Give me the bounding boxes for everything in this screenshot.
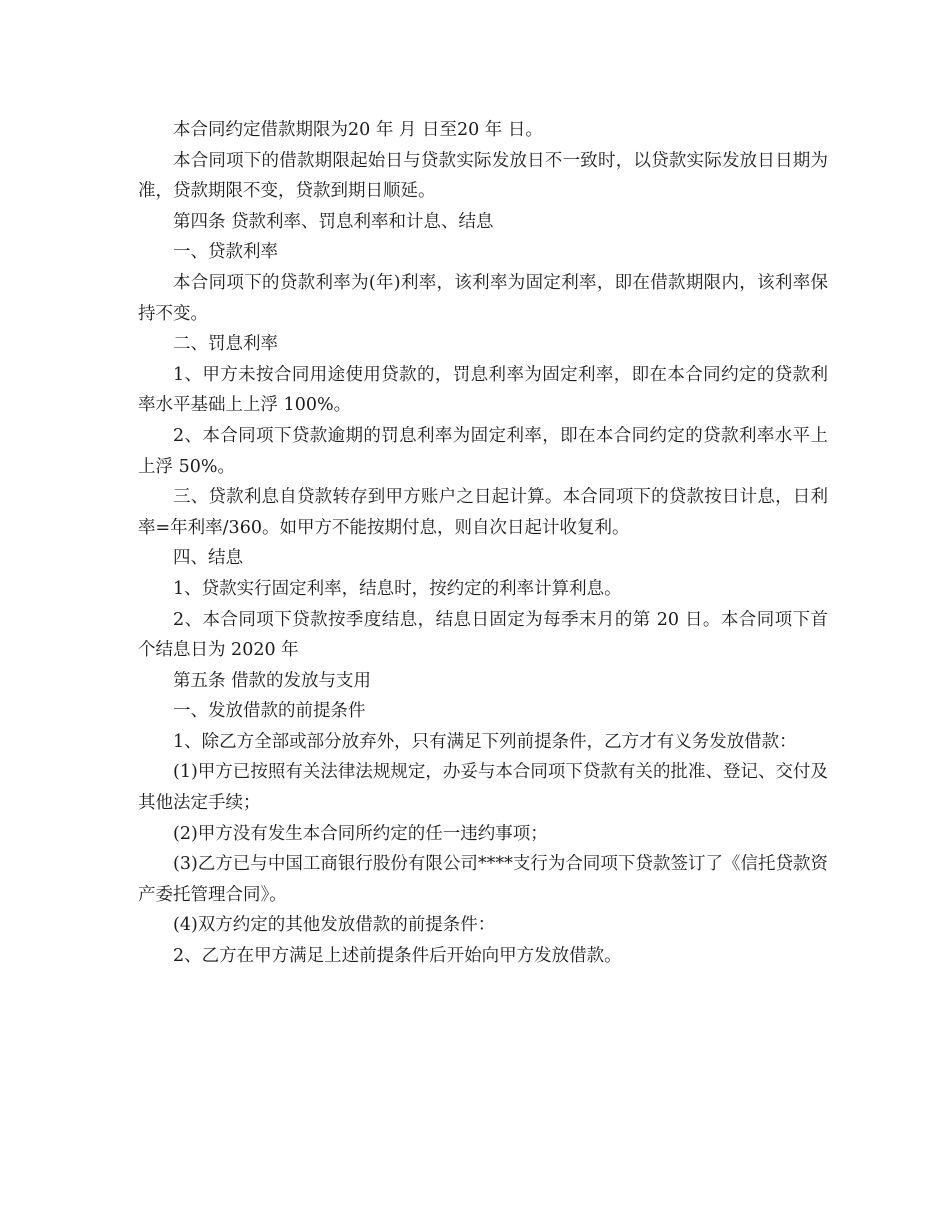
paragraph-settlement-fixed: 1、贷款实行固定利率，结息时，按约定的利率计算利息。: [173, 578, 622, 599]
document-body: [138, 115, 828, 972]
article-5-heading: 第五条 借款的发放与支用: [173, 670, 372, 691]
paragraph-loan-start-date: 本合同项下的借款期限起始日与贷款实际发放日不一致时，以贷款实际发放日日期为准，贷款期限不变，贷款到期日顺延。: [138, 150, 828, 202]
section-preconditions-heading: 一、发放借款的前提条件: [173, 701, 366, 722]
paragraph-loan-term: 本合同约定借款期限为20 年 月 日至20 年 日。: [173, 120, 543, 140]
section-loan-rate-heading: 一、贷款利率: [173, 242, 278, 263]
paragraph-condition-3: (3)乙方已与中国工商银行股份有限公司****支行为合同项下贷款签订了《信托贷款资产委托管理合同》。: [138, 854, 828, 905]
paragraph-penalty-overdue: 2、本合同项下贷款逾期的罚息利率为固定利率，即在本合同约定的贷款利率水平上上浮 50%。: [138, 425, 828, 477]
article-4-heading: 第四条 贷款利率、罚息利率和计息、结息: [173, 211, 494, 232]
paragraph-condition-4: (4)双方约定的其他发放借款的前提条件：: [173, 915, 496, 936]
paragraph-interest-calculation: 三、贷款利息自贷款转存到甲方账户之日起计算。本合同项下的贷款按日计息，日利率=年利率/360。如甲方不能按期付息，则自次日起计收复利。: [138, 487, 828, 538]
paragraph-condition-2: (2)甲方没有发生本合同所约定的任一违约事项；: [173, 823, 548, 844]
paragraph-penalty-misuse: 1、甲方未按合同用途使用贷款的，罚息利率为固定利率，即在本合同约定的贷款利率水平基础上上浮 100%。: [138, 364, 828, 416]
paragraph-preconditions-intro: 1、除乙方全部或部分放弃外，只有满足下列前提条件，乙方才有义务发放借款：: [173, 731, 797, 752]
section-penalty-rate-heading: 二、罚息利率: [173, 334, 278, 355]
paragraph-settlement-quarterly: 2、本合同项下贷款按季度结息，结息日固定为每季末月的第 20 日。本合同项下首个结息日为 2020 年: [138, 609, 828, 661]
section-settlement-heading: 四、结息: [173, 548, 243, 569]
paragraph-disbursement-start: 2、乙方在甲方满足上述前提条件后开始向甲方发放借款。: [173, 946, 622, 967]
paragraph-loan-rate: 本合同项下的贷款利率为(年)利率，该利率为固定利率，即在借款期限内，该利率保持不变。: [138, 272, 828, 324]
paragraph-condition-1: (1)甲方已按照有关法律法规规定，办妥与本合同项下贷款有关的批准、登记、交付及其他法定手续；: [138, 762, 828, 814]
